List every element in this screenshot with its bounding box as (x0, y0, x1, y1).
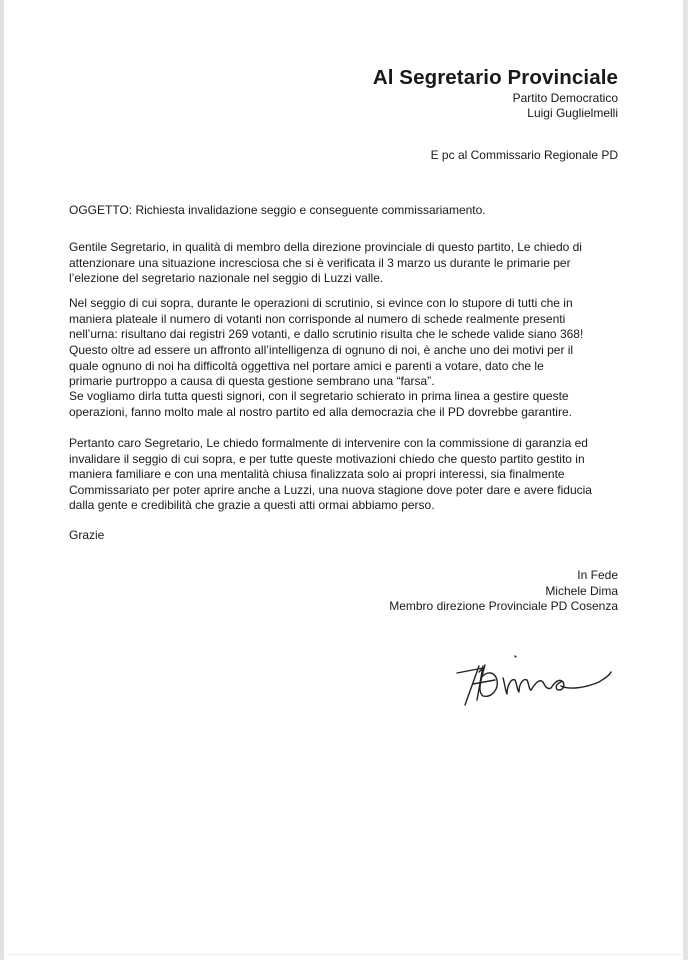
cc-line: E pc al Commissario Regionale PD (430, 148, 618, 162)
paragraph-line: Se vogliamo dirla tutta questi signori, con il segretario schierato in prima linea a gestire queste (69, 389, 569, 403)
paragraph-line: Questo oltre ad essere un affronto all’intelligenza di ognuno di noi, è anche uno dei motivi per il (69, 343, 574, 357)
paragraph-line: invalidare il seggio di cui sopra, e per tutte queste motivazioni chiedo che questo partito gestito in (69, 451, 585, 466)
sign-off-salutation: In Fede (577, 568, 618, 582)
recipient-name: Luigi Guglielmelli (527, 106, 618, 120)
paragraph-line: Nel seggio di cui sopra, durante le operazioni di scrutinio, si evince con lo stupore di tutti che in (69, 296, 573, 310)
closing: Grazie (69, 528, 105, 542)
paragraph-line: l’elezione del segretario nazionale nel seggio di Luzzi valle. (69, 271, 384, 286)
paragraph-line: Pertanto caro Segretario, Le chiedo formalmente di intervenire con la commissione di garanzia ed (69, 436, 588, 450)
paragraph-line: maniera familiare e con una mentalità chiusa finalizzata solo ai propri interessi, sia finalmente (69, 467, 565, 482)
paragraph-line: Gentile Segretario, in qualità di membro della direzione provinciale di questo partito, Le chiedo di (69, 240, 582, 254)
paragraph-5 (69, 436, 649, 514)
paragraph-4 (69, 389, 649, 420)
paragraph-line: maniera plateale il numero di votanti non corrisponde al numero di schede realmente presenti (69, 311, 566, 326)
paragraph-line: nell’urna: risultano dai registri 269 votanti, e dallo scrutinio risulta che le schede valide siano 368! (69, 327, 584, 342)
paragraph-2 (69, 296, 649, 343)
paragraph-line: attenzionare una situazione incresciosa che si è verificata il 3 marzo us durante le primarie per (69, 255, 571, 270)
paragraph-line: dalla gente e credibilità che grazie a questi atti ormai abbiamo perso. (69, 498, 435, 513)
paragraph-line: primarie purtroppo a causa di questa gestione sembrano una “farsa”. (69, 374, 435, 389)
paragraph-1 (69, 240, 649, 287)
handwritten-signature-icon (455, 650, 615, 710)
paragraph-line: operazioni, fanno molto male al nostro partito ed alla democrazia che il PD dovrebbe garantire. (69, 404, 572, 419)
paragraph-line: quale ognuno di noi ha difficoltà oggettiva nel portare amici e parenti a votare, dato che le (69, 358, 544, 373)
subject-line: OGGETTO: Richiesta invalidazione seggio e conseguente commissariamento. (69, 203, 486, 217)
recipient-title: Al Segretario Provinciale (372, 66, 618, 89)
sender-role: Membro direzione Provinciale PD Cosenza (389, 599, 618, 613)
sender-name: Michele Dima (545, 583, 618, 598)
sign-off-block (389, 568, 618, 615)
paragraph-3 (69, 343, 649, 390)
paragraph-line: Commissariato per poter aprire anche a Luzzi, una nuova stagione dove poter dare e avere fiducia (69, 482, 592, 497)
recipient-organization: Partito Democratico (512, 91, 618, 105)
